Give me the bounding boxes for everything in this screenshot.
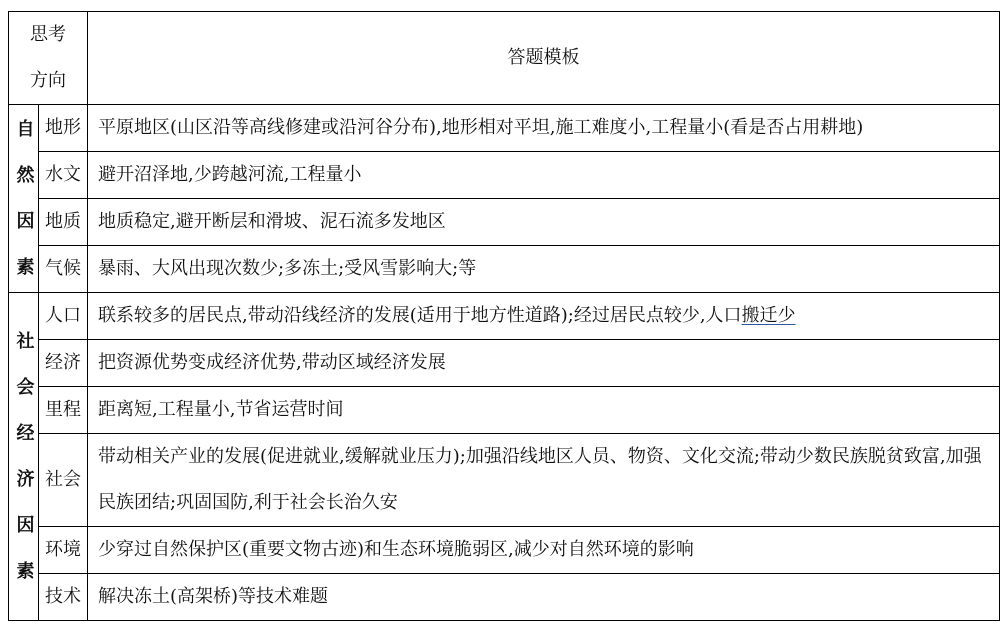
factor-cell: 地形 [39, 105, 88, 152]
header-direction [9, 12, 88, 105]
content-cell: 把资源优势变成经济优势,带动区域经济发展 [88, 340, 1000, 387]
content-cell: 少穿过自然保护区(重要文物古迹)和生态环境脆弱区,减少对自然环境的影响 [88, 527, 1000, 574]
factor-cell: 地质 [39, 199, 88, 246]
table-row [9, 527, 1000, 574]
table-row [9, 246, 1000, 293]
table-row [9, 387, 1000, 434]
header-direction-line1: 思考 [30, 24, 66, 45]
table-row [9, 199, 1000, 246]
factor-cell: 气候 [39, 246, 88, 293]
category-natural [9, 105, 39, 293]
factor-cell: 环境 [39, 527, 88, 574]
table-row [9, 574, 1000, 621]
content-cell: 带动相关产业的发展(促进就业,缓解就业压力);加强沿线地区人员、物资、文化交流;带动少数民族脱贫致富,加强民族团结;巩固国防,利于社会长治久安 [88, 434, 1000, 527]
content-underlined-text: 搬迁少 [741, 305, 796, 326]
answer-template-table [8, 11, 1000, 621]
category-label: 社会经济因素 [16, 330, 35, 582]
table-row [9, 434, 1000, 527]
table-row [9, 340, 1000, 387]
table-row [9, 105, 1000, 152]
header-template: 答题模板 [88, 12, 1000, 105]
header-row [9, 12, 1000, 105]
content-text: 联系较多的居民点,带动沿线经济的发展(适用于地方性道路);经过居民点较少,人口 [98, 305, 742, 326]
content-cell [88, 293, 1000, 340]
header-direction-line2: 方向 [30, 70, 66, 91]
table-row [9, 293, 1000, 340]
factor-cell: 里程 [39, 387, 88, 434]
content-cell: 距离短,工程量小,节省运营时间 [88, 387, 1000, 434]
content-cell: 平原地区(山区沿等高线修建或沿河谷分布),地形相对平坦,施工难度小,工程量小(看是否占用耕地) [88, 105, 1000, 152]
content-cell: 避开沼泽地,少跨越河流,工程量小 [88, 152, 1000, 199]
factor-cell: 人口 [39, 293, 88, 340]
table-row [9, 152, 1000, 199]
category-label: 自然因素 [16, 118, 35, 278]
content-cell: 暴雨、大风出现次数少;多冻土;受风雪影响大;等 [88, 246, 1000, 293]
factor-cell: 社会 [39, 434, 88, 527]
content-cell: 地质稳定,避开断层和滑坡、泥石流多发地区 [88, 199, 1000, 246]
content-cell: 解决冻土(高架桥)等技术难题 [88, 574, 1000, 621]
factor-cell: 经济 [39, 340, 88, 387]
factor-cell: 技术 [39, 574, 88, 621]
category-socioeconomic [9, 293, 39, 621]
factor-cell: 水文 [39, 152, 88, 199]
